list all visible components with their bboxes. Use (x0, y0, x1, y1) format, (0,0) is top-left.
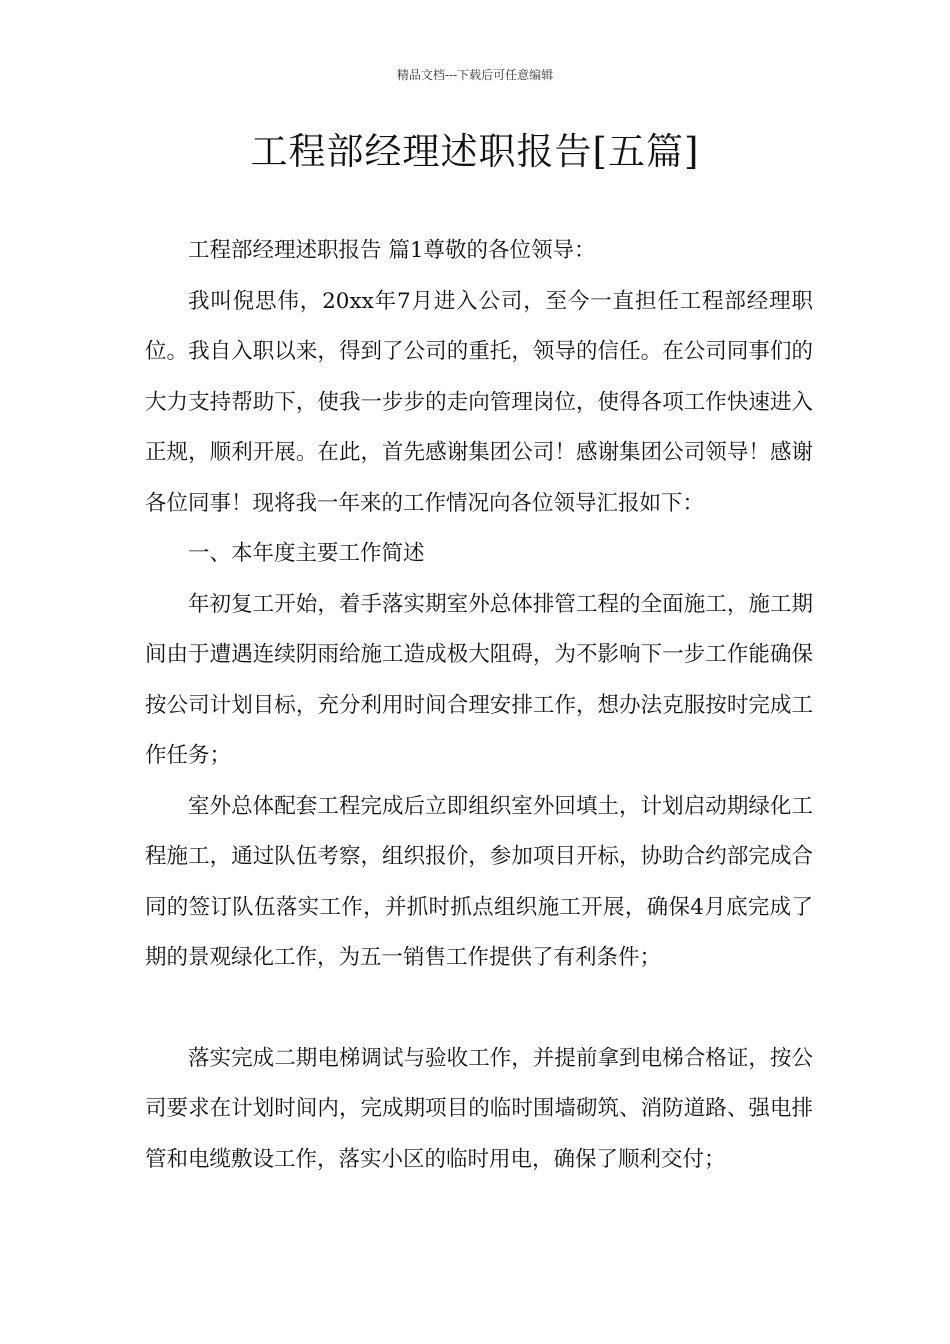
paragraph-work-3: 落实完成二期电梯调试与验收工作，并提前拿到电梯合格证，按公司要求在计划时间内，完成期项目的临时围墙砌筑、消防道路、强电排管和电缆敷设工作，落实小区的临时用电，确保了顺利交付； (145, 1045, 813, 1172)
paragraph-intro: 工程部经理述职报告 篇1尊敬的各位领导： (188, 238, 596, 263)
header-note: 精品文档---下载后可任意编辑 (396, 68, 554, 82)
section-heading-1: 一、本年度主要工作简述 (188, 541, 425, 566)
paragraph-work-2: 室外总体配套工程完成后立即组织室外回填土，计划启动期绿化工程施工，通过队伍考察，组织报价，参加项目开标，协助合约部完成合同的签订队伍落实工作，并抓时抓点组织施工开展，确保4月底完成了期的景观绿化工作，为五一销售工作提供了有利条件； (145, 793, 813, 970)
document-body (145, 226, 813, 1185)
paragraph-self-introduction: 我叫倪思伟，20xx年7月进入公司，至今一直担任工程部经理职位。我自入职以来，得到了公司的重托，领导的信任。在公司同事们的大力支持帮助下，使我一步步的走向管理岗位，使得各项工作快速进入正规，顺利开展。在此，首先感谢集团公司！感谢集团公司领导！感谢各位同事！现将我一年来的工作情况向各位领导汇报如下： (145, 288, 813, 516)
paragraph-work-1: 年初复工开始，着手落实期室外总体排管工程的全面施工，施工期间由于遭遇连续阴雨给施工造成极大阻碍，为不影响下一步工作能确保按公司计划目标，充分利用时间合理安排工作，想办法克服按时完成工作任务； (145, 591, 813, 768)
document-title: 工程部经理述职报告[五篇] (250, 130, 700, 173)
